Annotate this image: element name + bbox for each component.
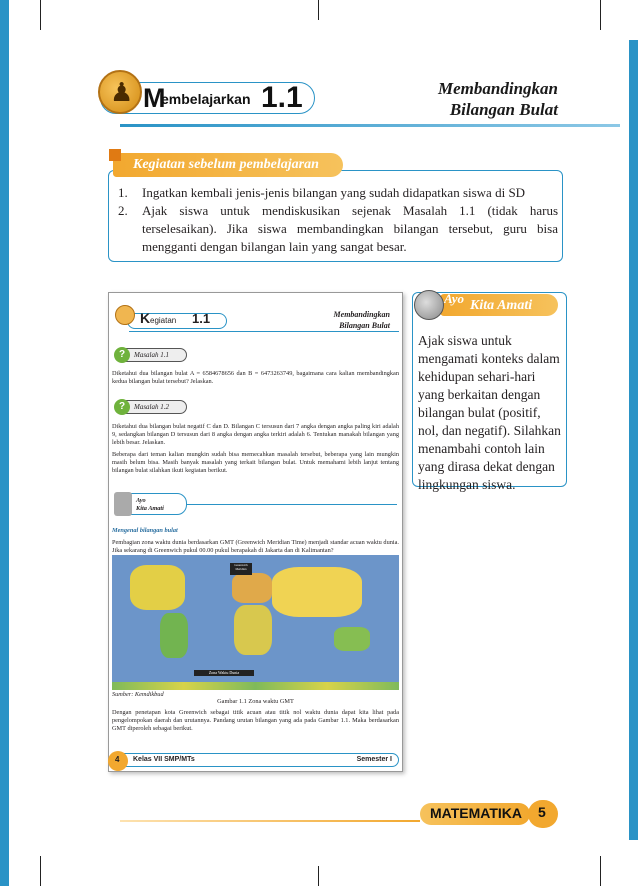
ayo-kita-amati-tab: Ayo Kita Amati bbox=[440, 294, 558, 316]
map-australia bbox=[334, 627, 370, 651]
question-icon: ? bbox=[114, 399, 130, 415]
crop-mark bbox=[600, 0, 601, 30]
closing-text: Dengan penetapan kota Greenwich sebagai titik acuan atau titik nol waktu dunia dapat kita lihat pada pengelompokan daerah dan urutannya. Pandang urutan bilangan yang ada pada Gambar 1.1. Maka berdasarkan GMT diperoleh sebagai berikut. bbox=[112, 709, 399, 732]
list-item: 2. Ajak siswa untuk mendiskusikan sejenak Masalah 1.1 (tidak harus terselesaikan). Jika siswa membandingkan bilangan tersebut, guru bisa mengganti dengan bilangan lain yang sangat besar. bbox=[118, 203, 558, 254]
microscope-icon bbox=[114, 492, 132, 516]
student-book-page bbox=[108, 292, 403, 772]
question-icon: ? bbox=[114, 347, 130, 363]
right-color-bar bbox=[629, 40, 638, 840]
list-item: 1. Ingatkan kembali jenis-jenis bilangan yang sudah didapatkan siswa di SD bbox=[118, 185, 526, 200]
masalah-1-text: Diketahui dua bilangan bulat A = 6584678656 dan B = 6473263749, bagaimana cara kalian membandingkan kedua bilangan bulat tersebut? Jelaskan. bbox=[112, 370, 399, 385]
section-heading: Mengenal bilangan bulat bbox=[112, 527, 178, 534]
footer-rule bbox=[120, 820, 420, 822]
crop-mark bbox=[40, 856, 41, 886]
masalah-2-followup: Beberapa dari teman kalian mungkin sudah bisa memecahkan masalah tersebut, beberapa yang lain mungkin masih belum bisa. Masih banyak masalah yang terkait bilangan bulat. Untuk memahami lebih lanjut tentang bilangan bulat silahkan ikuti kegiatan berikut. bbox=[112, 451, 399, 474]
crop-mark bbox=[40, 0, 41, 30]
page-title: Membandingkan Bilangan Bulat bbox=[438, 79, 558, 119]
map-asia bbox=[272, 567, 362, 617]
activity-pill: K egiatan 1.1 bbox=[127, 313, 227, 329]
students-icon bbox=[115, 305, 135, 325]
map-americas bbox=[130, 565, 185, 610]
crop-mark bbox=[318, 0, 319, 20]
header-rule bbox=[120, 124, 620, 127]
inner-page-title: Membandingkan Bilangan Bulat bbox=[333, 310, 390, 330]
page-number-badge: 5 bbox=[528, 800, 558, 828]
inner-header-rule bbox=[129, 331, 399, 332]
map-europe bbox=[232, 573, 272, 603]
masalah-1-badge: ? Masalah 1.1 bbox=[117, 348, 187, 362]
map-africa bbox=[234, 605, 272, 655]
world-time-zone-map bbox=[112, 555, 399, 690]
masalah-2-text: Diketahui dua bilangan bulat negatif C dan D. Bilangan C tersusun dari 7 angka dengan angka paling kiri adalah 9, sedangkan bilangan D tersusun dari 8 angka dengan angka terkiri adalah 6. Tentukan manakah bilangan yang lebih besar. Jelaskan. bbox=[112, 423, 399, 446]
ayo-kita-amati-text: Ajak siswa untuk mengamati konteks dalam kehidupan sehari-hari yang berkaitan dengan bilangan bulat (positif, nol, dan negatif). Silahkan menambahi contoh lain yang dirasa dekat dengan lingkungan siswa. bbox=[418, 333, 561, 492]
lesson-pill-label: embelajarkan bbox=[161, 91, 251, 107]
masalah-2-badge: ? Masalah 1.2 bbox=[117, 400, 187, 414]
pre-activity-tab: Kegiatan sebelum pembelajaran bbox=[113, 153, 343, 177]
pre-activity-list bbox=[118, 184, 558, 256]
crop-mark bbox=[600, 856, 601, 886]
students-icon: ♟ bbox=[98, 70, 142, 114]
time-zone-strip bbox=[112, 682, 399, 690]
tab-corner-square bbox=[109, 149, 121, 161]
map-south-america bbox=[160, 613, 188, 658]
map-caption: Zona Waktu Dunia bbox=[194, 670, 254, 676]
microscope-icon bbox=[414, 290, 444, 320]
image-source: Sumber: Kemdikbud bbox=[112, 691, 164, 698]
left-color-bar bbox=[0, 0, 9, 886]
figure-caption: Gambar 1.1 Zona waktu GMT bbox=[217, 698, 294, 705]
section-text: Pembagian zona waktu dunia berdasarkan GMT (Greenwich Meridian Time) menjadi standar acuan waktu dunia. Jika sekarang di Greenwich pukul 00.00 pukul berapakah di Jakarta dan di Kalimantan? bbox=[112, 539, 399, 554]
inner-footer: 4 Kelas VII SMP/MTs Semester I bbox=[112, 753, 399, 767]
ayo-rule bbox=[187, 504, 397, 505]
ayo-kita-amati-badge: Ayo Kita Amati bbox=[117, 493, 187, 515]
greenwich-label: Greenwich Meridian bbox=[230, 563, 252, 575]
crop-mark bbox=[318, 866, 319, 886]
lesson-pill-initial: M bbox=[143, 83, 166, 113]
subject-pill: MATEMATIKA bbox=[420, 803, 530, 825]
lesson-number: 1.1 bbox=[261, 81, 303, 114]
